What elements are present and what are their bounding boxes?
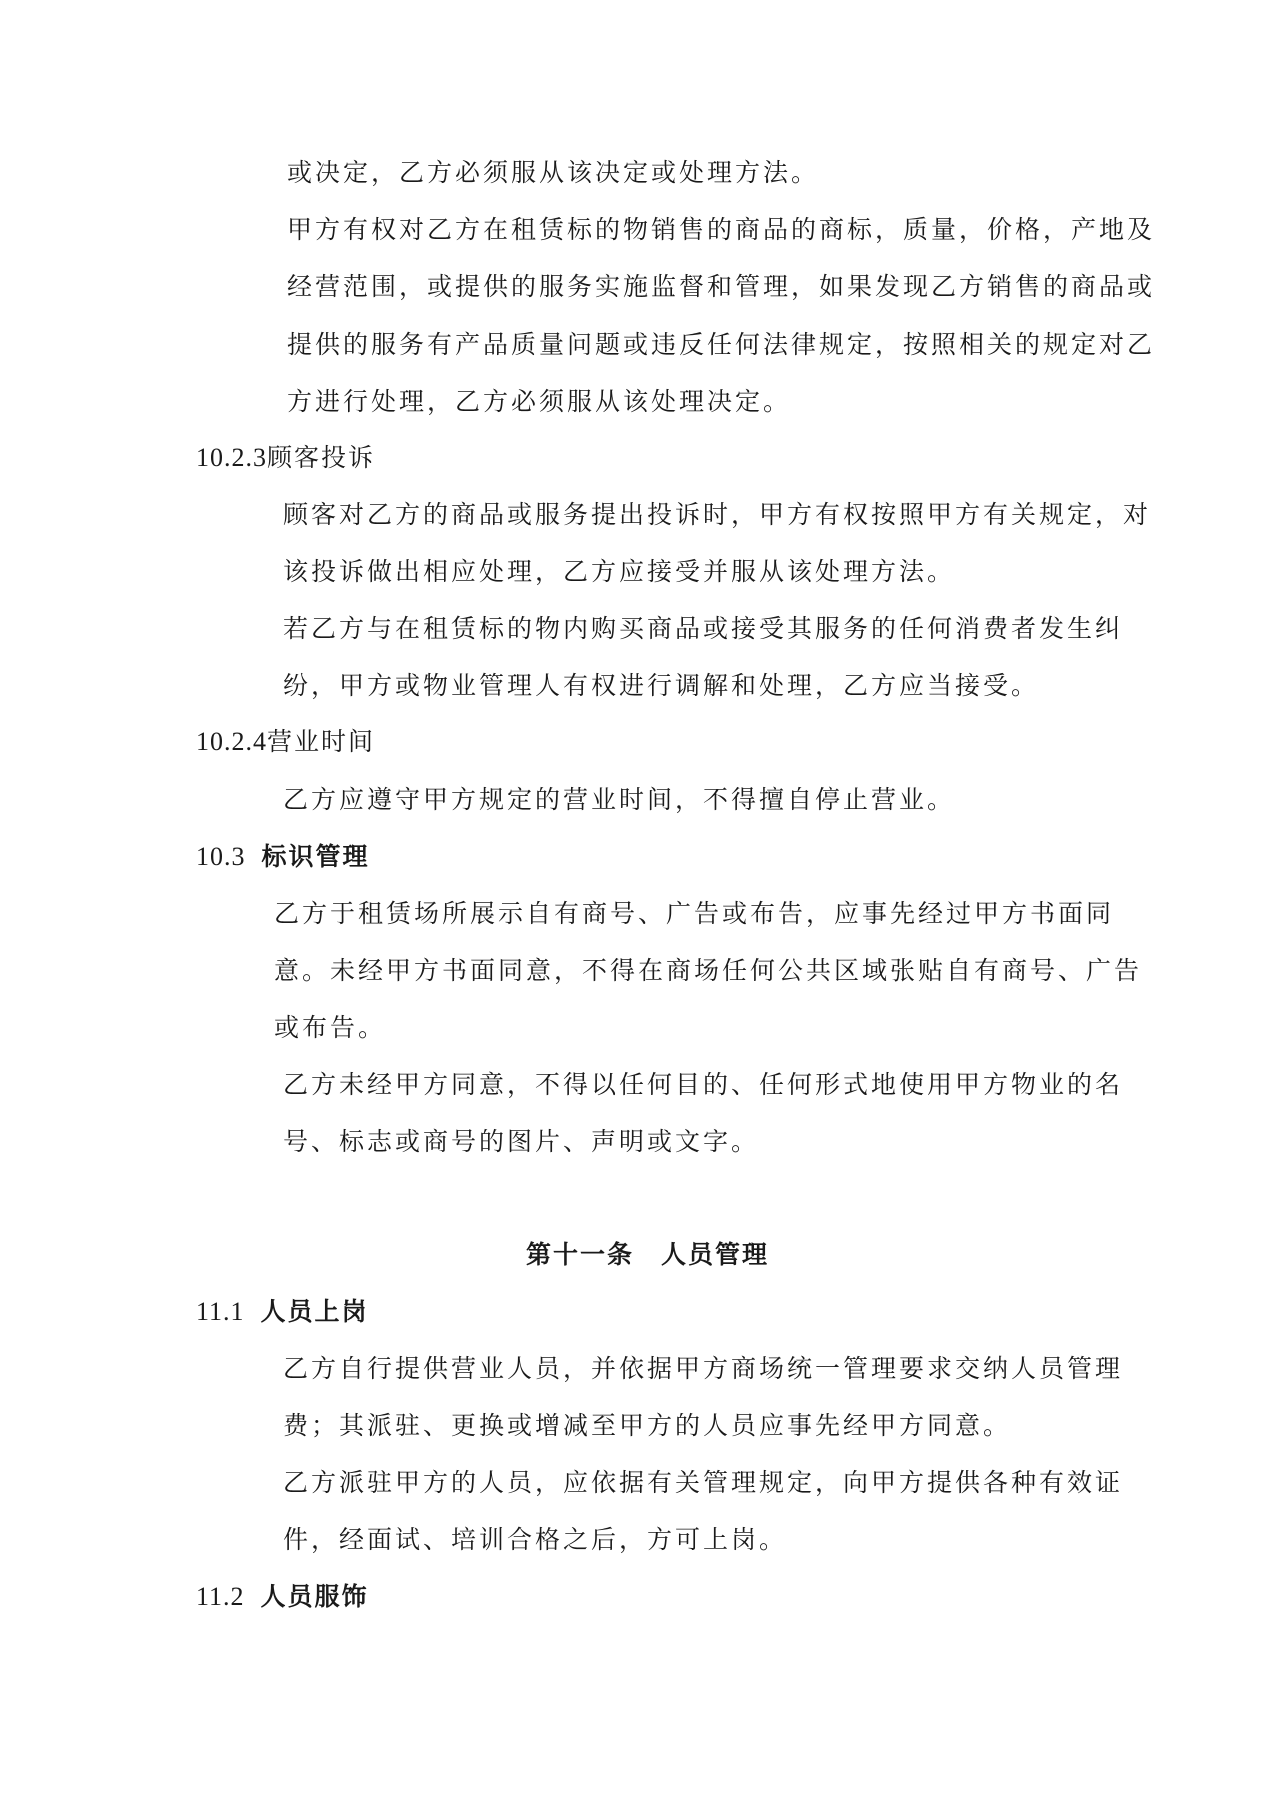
paragraph-line: 乙方派驻甲方的人员，应依据有关管理规定，向甲方提供各种有效证 xyxy=(283,1468,1124,1497)
paragraph-line: 乙方应遵守甲方规定的营业时间，不得擅自停止营业。 xyxy=(283,785,956,814)
section-title: 人员上岗 xyxy=(260,1297,369,1326)
section-title: 顾客投诉 xyxy=(267,443,376,472)
paragraph-line: 号、标志或商号的图片、声明或文字。 xyxy=(283,1127,760,1156)
section-heading-11-2 xyxy=(196,1582,369,1612)
paragraph-line: 乙方自行提供营业人员，并依据甲方商场统一管理要求交纳人员管理 xyxy=(283,1354,1124,1383)
section-title: 营业时间 xyxy=(267,727,376,756)
section-number: 10.2.4 xyxy=(196,727,267,756)
paragraph-line: 乙方未经甲方同意，不得以任何目的、任何形式地使用甲方物业的名 xyxy=(283,1070,1124,1099)
paragraph-line: 纷，甲方或物业管理人有权进行调解和处理，乙方应当接受。 xyxy=(283,671,1040,700)
section-title: 标识管理 xyxy=(261,842,370,871)
paragraph-line: 方进行处理，乙方必须服从该处理决定。 xyxy=(287,387,792,416)
section-number: 10.2.3 xyxy=(196,443,267,472)
paragraph-line: 件，经面试、培训合格之后，方可上岗。 xyxy=(283,1525,788,1554)
paragraph-line: 或决定，乙方必须服从该决定或处理方法。 xyxy=(287,158,820,187)
paragraph-line: 或布告。 xyxy=(274,1013,387,1042)
paragraph-line: 费；其派驻、更换或增减至甲方的人员应事先经甲方同意。 xyxy=(283,1411,1012,1440)
section-heading-10-3 xyxy=(196,842,370,872)
paragraph-line: 提供的服务有产品质量问题或违反任何法律规定，按照相关的规定对乙 xyxy=(287,330,1156,359)
paragraph-line: 若乙方与在租赁标的物内购买商品或接受其服务的任何消费者发生纠 xyxy=(283,614,1124,643)
paragraph-line: 甲方有权对乙方在租赁标的物销售的商品的商标，质量，价格，产地及 xyxy=(287,215,1156,244)
paragraph-line: 经营范围，或提供的服务实施监督和管理，如果发现乙方销售的商品或 xyxy=(287,272,1156,301)
paragraph-line: 乙方于租赁场所展示自有商号、广告或布告，应事先经过甲方书面同 xyxy=(274,899,1115,928)
section-heading-11-1 xyxy=(196,1297,369,1327)
section-number: 11.1 xyxy=(196,1297,245,1326)
section-title: 人员服饰 xyxy=(260,1582,369,1611)
section-number: 11.2 xyxy=(196,1582,245,1611)
section-heading-10-2-4 xyxy=(196,727,375,757)
paragraph-line: 意。未经甲方书面同意，不得在商场任何公共区域张贴自有商号、广告 xyxy=(274,956,1143,985)
section-heading-10-2-3 xyxy=(196,443,375,473)
paragraph-line: 该投诉做出相应处理，乙方应接受并服从该处理方法。 xyxy=(283,557,956,586)
paragraph-line: 顾客对乙方的商品或服务提出投诉时，甲方有权按照甲方有关规定，对 xyxy=(283,500,1152,529)
section-number: 10.3 xyxy=(196,842,246,871)
article-title: 第十一条 人员管理 xyxy=(526,1240,770,1269)
